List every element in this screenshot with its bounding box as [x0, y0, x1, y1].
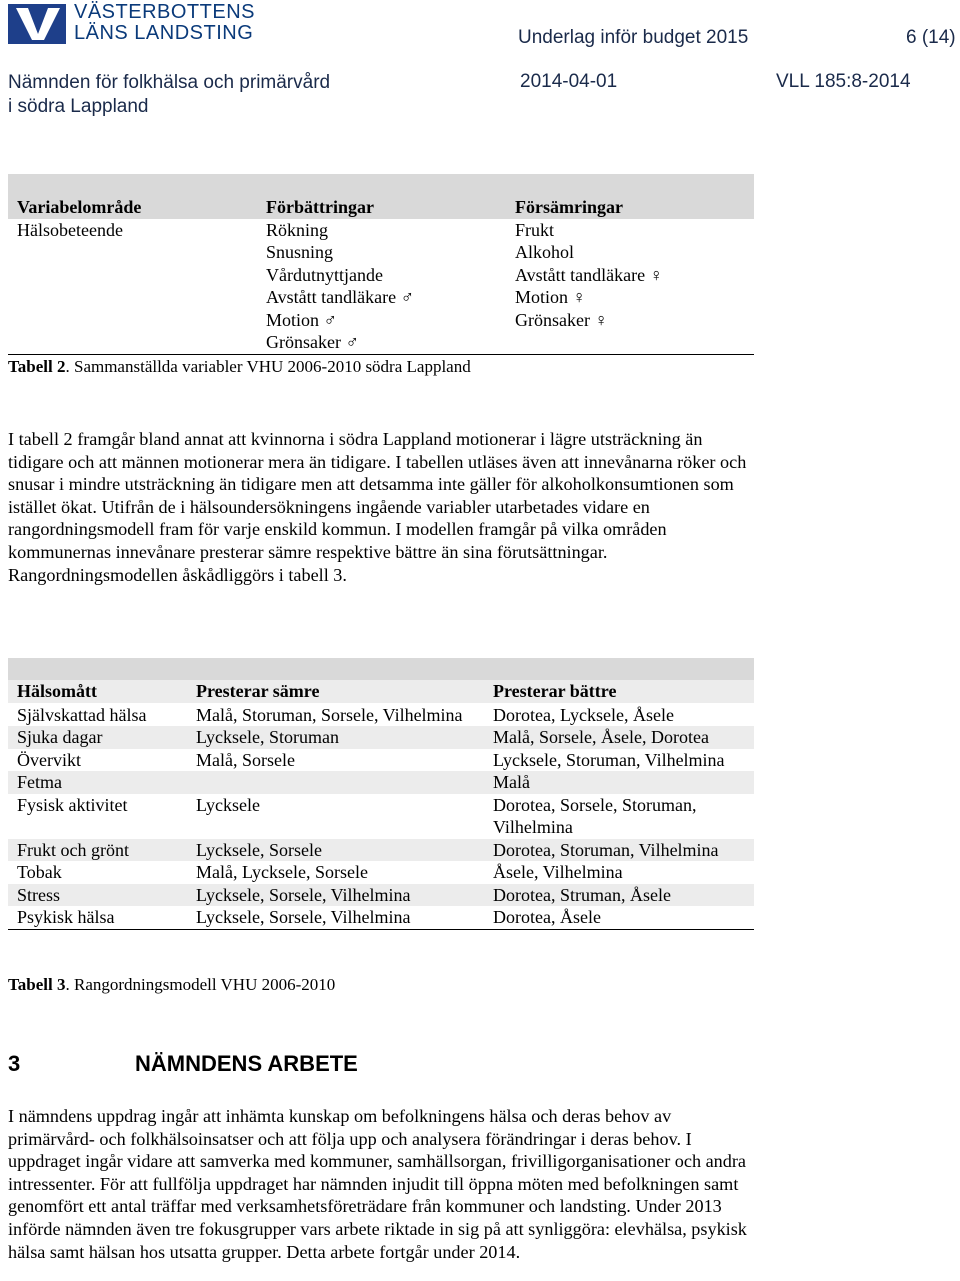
table-cell: Övervikt: [17, 749, 81, 770]
table-cell: Självskattad hälsa: [17, 704, 147, 725]
table-header-band: [8, 174, 754, 196]
table-cell: Åsele, Vilhelmina: [493, 862, 623, 882]
table-cell: [8, 309, 257, 332]
table-row: [8, 726, 754, 749]
board-name-line-1: Nämnden för folkhälsa och primärvård: [8, 72, 331, 93]
caption-label: Tabell 2: [8, 357, 66, 376]
table-cell: Fysisk aktivitet: [17, 794, 128, 815]
table-cell: Malå, Sorsele, Åsele, Dorotea: [484, 726, 754, 749]
table-cell: Lycksele: [196, 794, 260, 815]
column-header: Hälsomått: [8, 680, 187, 703]
table-row: [8, 771, 754, 794]
table-row: [8, 331, 754, 354]
logo-text: [74, 2, 255, 44]
table-cell: Motion ♀: [515, 287, 587, 307]
document-date: 2014-04-01: [520, 71, 618, 92]
table-cell: Lycksele, Sorsele, Vilhelmina: [187, 906, 484, 929]
table-cell: Stress: [8, 884, 187, 907]
table-cell: [8, 331, 257, 354]
table-cell: Psykisk hälsa: [8, 906, 187, 929]
table-row: [8, 861, 754, 884]
caption-text: . Sammanställda variabler VHU 2006-2010 södra Lappland: [65, 357, 471, 376]
table-cell: Vårdutnyttjande: [266, 264, 383, 285]
table-cell: [8, 286, 257, 309]
table-cell: Malå: [484, 771, 754, 794]
table-row: [8, 703, 754, 726]
column-header: Försämringar: [506, 196, 754, 219]
table-cell: [8, 241, 257, 264]
table-2-caption: [8, 357, 471, 377]
section-number: 3: [8, 1051, 21, 1076]
table-cell: Dorotea, Struman, Åsele: [484, 884, 754, 907]
body-paragraph-2: I nämndens uppdrag ingår att inhämta kunskap om befolkningens hälsa och deras behov av primärvård- och folkhälsoinsatser och att följa upp och analysera förändringar i deras behov. I uppdraget ingår vidare att samverka med kommuner, samhällsorgan, frivilligorganisationer och andra intressenter. För att fullfölja uppdraget har nämnden injudit till öppna möten med befolkningen samt genomfört ett antal träffar med verksamhetsföreträdare från kommuner och landsting. Under 2013 införde nämnden även tre fokusgrupper vars arbete riktade in sig på att synliggöra: elevhälsa, psykisk hälsa samt hälsan hos utsatta grupper. Detta arbete fortgår under 2014.: [8, 1106, 747, 1262]
column-header: Förbättringar: [257, 196, 506, 219]
table-cell: [187, 771, 484, 794]
table-row: [8, 884, 754, 907]
table-cell: Snusning: [266, 242, 334, 262]
board-name-line-2: i södra Lappland: [8, 96, 149, 117]
table-row: [8, 839, 754, 862]
column-header: Variabelområde: [8, 196, 257, 219]
document-reference: VLL 185:8-2014: [776, 71, 911, 92]
caption-label: Tabell 3: [8, 975, 66, 994]
logo-line-1: VÄSTERBOTTENS: [74, 1, 255, 23]
logo: [8, 1, 255, 46]
table-row: [8, 794, 754, 839]
table-cell: Malå, Storuman, Sorsele, Vilhelmina: [196, 704, 463, 725]
column-header: Presterar sämre: [187, 680, 484, 703]
table-cell: Lycksele, Sorsele: [187, 839, 484, 862]
table-cell: Alkohol: [515, 242, 575, 262]
table-cell: Dorotea, Sorsele, Storuman, Vilhelmina: [493, 794, 697, 837]
table-cell: Motion ♂: [266, 309, 338, 330]
table-cell: Frukt: [515, 219, 555, 240]
table-row: [8, 286, 754, 309]
table-row: [8, 219, 754, 242]
table-row: [8, 241, 754, 264]
table-row: [8, 264, 754, 287]
column-header: Presterar bättre: [484, 680, 754, 703]
table-header-row: [8, 196, 754, 219]
section-title: NÄMNDENS ARBETE: [135, 1051, 358, 1076]
page-number: 6 (14): [906, 27, 956, 48]
table-cell: Grönsaker ♂: [257, 331, 506, 354]
table-cell: Dorotea, Åsele: [484, 906, 754, 929]
table-row: [8, 906, 754, 929]
table-cell: Hälsobeteende: [17, 219, 123, 240]
table-cell: Frukt och grönt: [8, 839, 187, 862]
table-cell: Malå, Sorsele: [196, 749, 295, 770]
table-cell: [506, 331, 754, 354]
document-title: Underlag inför budget 2015: [518, 27, 749, 48]
table-cell: Dorotea, Storuman, Vilhelmina: [484, 839, 754, 862]
table-row: [8, 749, 754, 772]
table-cell: Avstått tandläkare ♀: [515, 264, 664, 285]
table-cell: Malå, Lycksele, Sorsele: [196, 862, 368, 882]
board-name: [8, 71, 330, 119]
table-3-caption: [8, 975, 335, 995]
table-cell: Rökning: [266, 219, 329, 240]
table-cell: Tobak: [17, 862, 62, 882]
table-cell: Fetma: [8, 771, 187, 794]
table-cell: [8, 264, 257, 287]
logo-line-2: LÄNS LANDSTING: [74, 22, 254, 44]
logo-mark-icon: [8, 4, 66, 44]
table-cell: Lycksele, Sorsele, Vilhelmina: [187, 884, 484, 907]
table-cell: Avstått tandläkare ♂: [266, 287, 415, 307]
table-cell: Sjuka dagar: [8, 726, 187, 749]
table-3: [8, 658, 754, 930]
body-paragraph-1: I tabell 2 framgår bland annat att kvinnorna i södra Lappland motionerar i lägre utsträckning än tidigare och att männen motionerar mera än tidigare. I tabellen utläses även att innevånarna röker och snusar i mindre utsträckning än tidigare men att detsamma inte gäller för alkoholkonsumtionen som istället ökat. Utifrån de i hälsoundersökningens ingående variabler utarbetades vidare en rangordningsmodell fram för varje enskild kommun. I modellen framgår på vilka områden kommunernas innevånare presterar sämre respektive bättre än sina förutsättningar. Rangordningsmodellen åskådliggörs i tabell 3.: [8, 429, 747, 585]
table-2: [8, 174, 754, 355]
table-cell: Lycksele, Storuman, Vilhelmina: [493, 749, 725, 770]
table-cell: Dorotea, Lycksele, Åsele: [493, 704, 674, 725]
table-cell: Grönsaker ♀: [515, 309, 608, 330]
table-header-row: [8, 680, 754, 703]
table-row: [8, 309, 754, 332]
caption-text: . Rangordningsmodell VHU 2006-2010: [65, 975, 336, 994]
table-cell: Lycksele, Storuman: [187, 726, 484, 749]
table-header-band: [8, 658, 754, 680]
